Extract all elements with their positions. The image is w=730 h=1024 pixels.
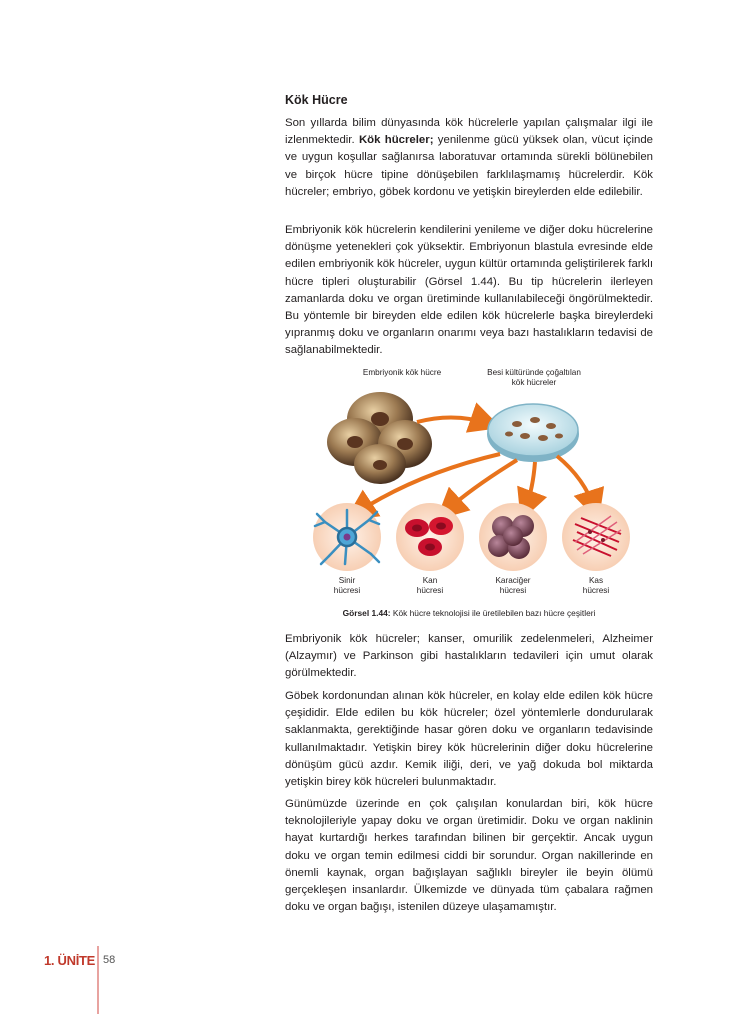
page-number: 58 [103, 954, 116, 966]
caption-text: Kök hücre teknolojisi ile üretilebilen bazı hücre çeşitleri [390, 608, 596, 618]
label-nerve-cell [317, 576, 377, 596]
label-liver-line2: hücresi [499, 586, 527, 595]
blood-cell-halo [396, 503, 464, 571]
label-embryonic-stem-cell: Embriyonik kök hücre [362, 368, 442, 377]
arrow-to-liver [525, 462, 535, 510]
unit-label: 1. ÜNİTE [44, 953, 96, 968]
caption-number: Görsel 1.44: [342, 608, 391, 618]
paragraph-embryonic: Embriyonik kök hücrelerin kendilerini yenileme ve diğer doku hücrelerine dönüşme yetenekleri çok yüksektir. Embriyonun blastula evresinde elde edilen embriyonik kök hücreler, uygun kültür ortamında geliştirilerek farklı hücre tipleri oluşturabilir (Görsel 1.44). Bu tip hücrelerin ilerleyen zamanlarda doku ve organ üretiminde kullanılabileceği öngörülmektedir. Bu yöntemle bir bireyden elde edilen kök hücrelerle başka bireylerdeki yıpranmış doku ve organların onarımı veya bazı hastalıkların tedavisi de sağlanabilmektedir. [285, 224, 653, 357]
paragraph-organ-donation: Günümüzde üzerinde en çok çalışılan konulardan biri, kök hücre teknolojileriyle yapay doku ve organ üretimidir. Doku ve organ naklinin hayat kurtardığı herkes tarafından bilinen bir gerçektir. Ancak uygun doku ve organ temin edilmesi ciddi bir sorundur. Organ nakillerinde en önemli kaynak, organ bağışlayan sağlıklı bireyler ile beyin ölümü gerçekleşen insanlardır. Ülkemizde ve dünyada tüm çabalara rağmen doku ve organ bağışı, istenilen düzeye ulaşamamıştır. [285, 798, 653, 914]
label-muscle-cell [566, 576, 626, 596]
label-culture [479, 368, 589, 388]
stem-cell-diagram [285, 364, 653, 604]
arrow-to-muscle [557, 456, 595, 510]
section-title: Kök Hücre [285, 93, 348, 107]
intro-bold-term: Kök hücreler; [358, 134, 434, 147]
intro-rest: yenilenme gücü yüksek olan, vücut içinde ve uygun koşullar sağlanırsa laboratuvar ortamında sürekli bölünebilen ve birçok hücre tipine dönüşebilen farklılaşmamış hücrelerdir. Kök hücreler; embriyo, göbek kordonu ve yetişkin bireylerden elde edilebilir. [285, 134, 653, 198]
label-nerve-line1: Sinir [338, 576, 356, 585]
label-blood-cell [400, 576, 460, 596]
label-blood-line2: hücresi [416, 586, 444, 595]
stem-cell-figure [285, 364, 653, 626]
label-liver-line1: Karaciğer [495, 576, 531, 585]
label-culture-line2: kök hücreler [511, 378, 557, 387]
footer-divider [97, 946, 99, 1014]
intro-lead: Son yıllarda bilim dünyasında kök hücrelerle yapılan çalışmalar ilgi ile izlenmektedir. [285, 117, 653, 147]
label-nerve-line2: hücresi [333, 586, 361, 595]
label-muscle-line1: Kas [588, 576, 604, 585]
label-liver-cell [478, 576, 548, 596]
arrow-embryo-to-culture [417, 417, 490, 424]
label-blood-line1: Kan [422, 576, 438, 585]
culture-dish-illustration [487, 404, 579, 462]
paragraph-hope: Embriyonik kök hücreler; kanser, omurilik zedelenmeleri, Alzheimer (Alzaymır) ve Parkinson gibi hastalıkların tedavileri için umut olarak görülmektedir. [285, 633, 653, 680]
label-culture-line1: Besi kültüründe çoğaltılan [487, 368, 581, 377]
figure-caption [285, 608, 653, 618]
paragraph-cord-blood: Göbek kordonundan alınan kök hücreler, en kolay elde edilen kök hücre çeşididir. Elde edilen bu kök hücreler; özel yöntemlerle dondurularak saklanmakta, gerektiğinde hasar gören doku ve organların tedavisinde kullanılmaktadır. Yetişkin birey kök hücrelerinin diğer doku hücrelerine dönüşüm gücü azdır. Kemik iliği, deri, ve yağ dokuda bol miktarda yetişkin birey kök hücreleri bulunmaktadır. [285, 690, 653, 789]
label-muscle-line2: hücresi [582, 586, 610, 595]
paragraph-intro [285, 115, 653, 201]
embryonic-stem-cell-illustration [327, 392, 432, 484]
